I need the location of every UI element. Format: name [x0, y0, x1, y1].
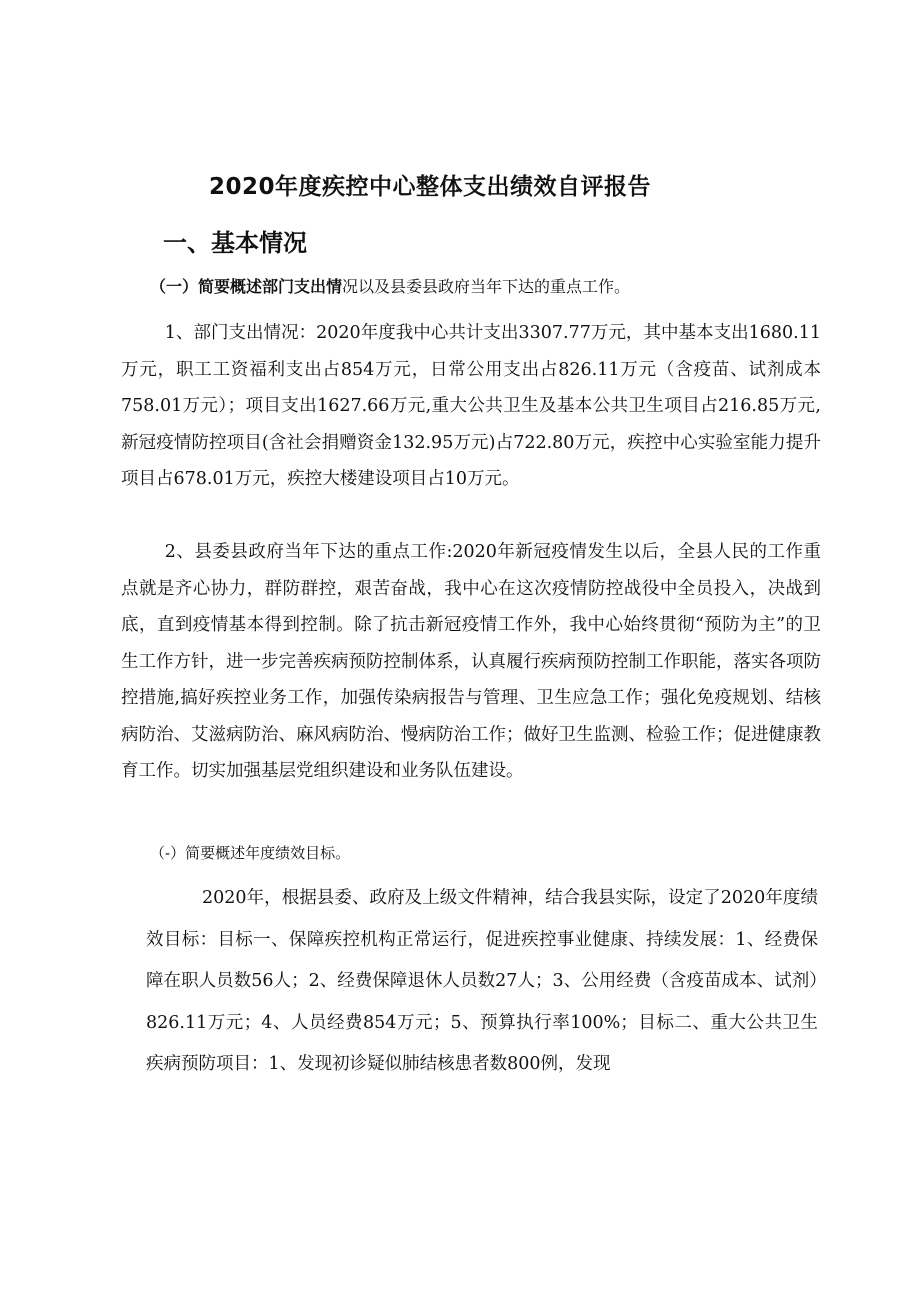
section-heading-basic-info: 一、基本情况: [163, 229, 307, 257]
document-title: 2020年度疾控中心整体支出绩效自评报告: [208, 174, 651, 200]
paragraph-department-expenditure: 1、部门支出情况：2020年度我中心共计支出3307.77万元，其中基本支出1680.11万元，职工工资福利支出占854万元，日常公用支出占826.11万元（含疫苗、试剂成本758.01万元）；项目支出1627.66万元,重大公共卫生及基本公共卫生项目占216.85万元,新冠疫情防控项目(含社会捐赠资金132.95万元)占722.80万元，疾控中心实验室能力提升项目占678.01万元，疾控大楼建设项目占10万元。: [121, 323, 821, 489]
paragraph-performance-goals: 2020年，根据县委、政府及上级文件精神，结合我县实际，设定了2020年度绩效目标：目标一、保障疾控机构正常运行，促进疾控事业健康、持续发展：1、经费保障在职人员数56人；2、经费保障退休人员数27人；3、公用经费（含疫苗成本、试剂）826.11万元；4、人员经费854万元；5、预算执行率100%；目标二、重大公共卫生疾病预防项目：1、发现初诊疑似肺结核患者数800例，发现: [146, 888, 818, 1074]
subheading-performance-goals: （-）简要概述年度绩效目标。: [150, 844, 351, 862]
paragraph-key-work: 2、县委县政府当年下达的重点工作:2020年新冠疫情发生以后，全县人民的工作重点就是齐心协力，群防群控，艰苦奋战，我中心在这次疫情防控战役中全员投入，决战到底，直到疫情基本得到控制。除了抗击新冠疫情工作外，我中心始终贯彻“预防为主”的卫生工作方针，进一步完善疾病预防控制体系，认真履行疾病预防控制工作职能，落实各项防控措施,搞好疾控业务工作，加强传染病报告与管理、卫生应急工作；强化免疫规划、结核病防治、艾滋病防治、麻风病防治、慢病防治工作；做好卫生监测、检验工作；促进健康教育工作。切实加强基层党组织建设和业务队伍建设。: [121, 542, 821, 781]
subheading-department-expenditure: [150, 273, 630, 301]
subheading-normal-part: 况以及县委县政府当年下达的重点工作。: [342, 277, 631, 296]
subheading-bold-part: （一）简要概述部门支出情: [150, 277, 343, 296]
